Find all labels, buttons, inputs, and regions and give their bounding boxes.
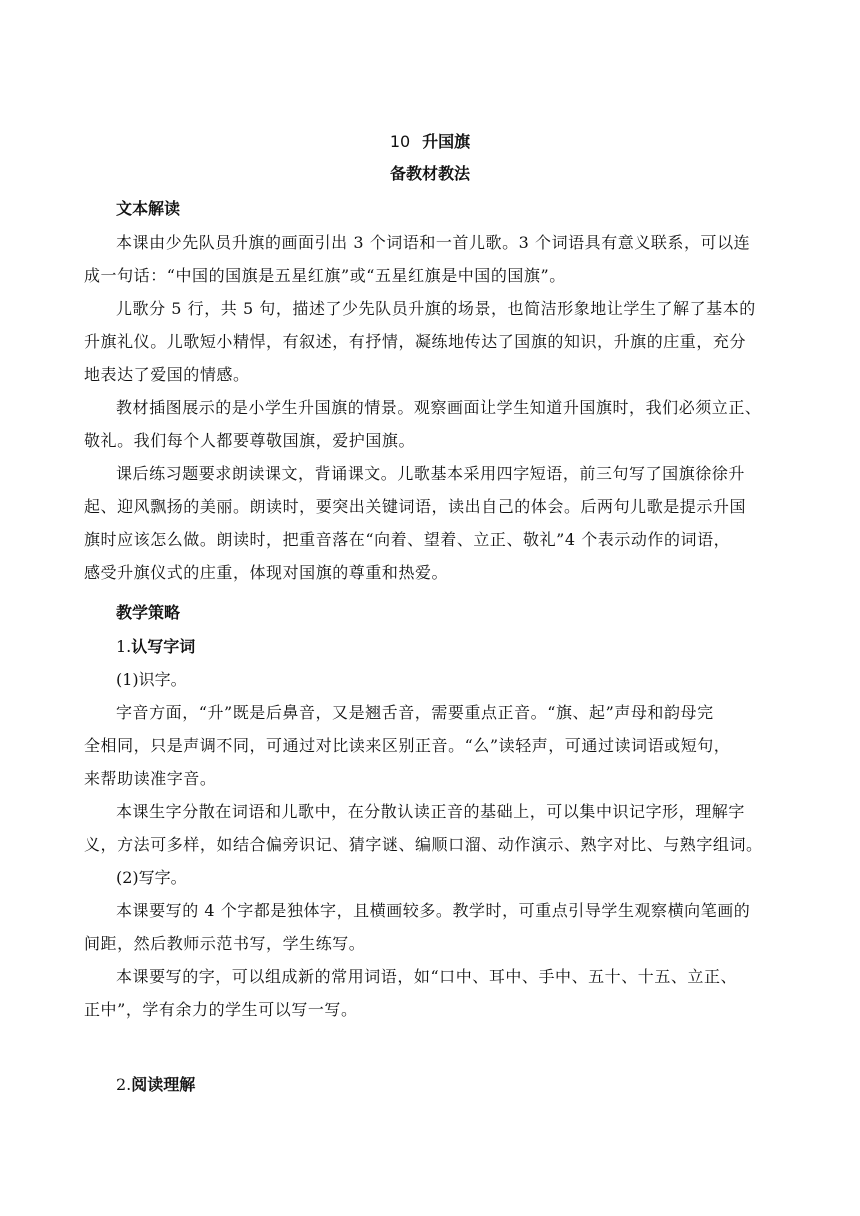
paragraph-line: 敬礼。我们每个人都要尊敬国旗，爱护国旗。 xyxy=(84,431,416,450)
paragraph-line: 义，方法可多样，如结合偏旁识记、猜字谜、编顺口溜、动作演示、熟字对比、与熟字组词。 xyxy=(84,835,763,854)
paragraph-line: 正中”，学有余力的学生可以写一写。 xyxy=(84,1000,358,1019)
lesson-title xyxy=(0,132,860,152)
section-title: 备教材教法 xyxy=(389,164,470,183)
subheading-writing: (2)写字。 xyxy=(116,868,187,887)
paragraph-line: 感受升旗仪式的庄重，体现对国旗的尊重和热爱。 xyxy=(84,563,449,582)
paragraph-line: 来帮助读准字音。 xyxy=(84,769,217,788)
item-1-heading xyxy=(116,637,195,657)
text-reading-heading: 文本解读 xyxy=(116,199,181,218)
paragraph-line: 全相同，只是声调不同，可通过对比读来区别正音。“么”读轻声，可通过读词语或短句， xyxy=(84,736,731,755)
paragraph-line: 起、迎风飘扬的美丽。朗读时，要突出关键词语，读出自己的体会。后两句儿歌是提示升国 xyxy=(84,497,747,516)
item-number: 2. xyxy=(116,1075,132,1094)
strategy-heading: 教学策略 xyxy=(116,603,181,622)
subheading-literacy: (1)识字。 xyxy=(116,670,187,689)
paragraph-line: 升旗礼仪。儿歌短小精悍，有叙述，有抒情，凝练地传达了国旗的知识，升旗的庄重，充分 xyxy=(84,332,747,351)
paragraph-line: 课后练习题要求朗读课文，背诵课文。儿歌基本采用四字短语，前三句写了国旗徐徐升 xyxy=(116,464,745,483)
item-2-heading xyxy=(116,1075,195,1095)
paragraph-line: 本课由少先队员升旗的画面引出 3 个词语和一首儿歌。3 个词语具有意义联系，可以连 xyxy=(116,233,751,252)
paragraph-line: 间距，然后教师示范书写，学生练写。 xyxy=(84,934,366,953)
paragraph-line: 地表达了爱国的情感。 xyxy=(84,365,250,384)
paragraph-line: 本课要写的字，可以组成新的常用词语，如“口中、耳中、手中、五十、十五、立正、 xyxy=(116,967,738,986)
paragraph-line: 教材插图展示的是小学生升国旗的情景。观察画面让学生知道升国旗时，我们必须立正、 xyxy=(116,398,762,417)
paragraph-line: 本课生字分散在词语和儿歌中，在分散认读正音的基础上，可以集中识记字形，理解字 xyxy=(116,802,745,821)
item-label: 阅读理解 xyxy=(131,1075,196,1094)
item-number: 1. xyxy=(116,637,132,656)
item-label: 认写字词 xyxy=(131,637,196,656)
paragraph-line: 本课要写的 4 个字都是独体字，且横画较多。教学时，可重点引导学生观察横向笔画的 xyxy=(116,901,751,920)
paragraph-line: 旗时应该怎么做。朗读时，把重音落在“向着、望着、立正、敬礼”4 个表示动作的词语， xyxy=(84,530,731,549)
lesson-number: 10 xyxy=(389,132,411,151)
paragraph-line: 儿歌分 5 行，共 5 句，描述了少先队员升旗的场景，也简洁形象地让学生了解了基本的 xyxy=(116,299,756,318)
paragraph-line: 字音方面，“升”既是后鼻音，又是翘舌音，需要重点正音。“旗、起”声母和韵母完 xyxy=(116,703,714,722)
lesson-title-text: 升国旗 xyxy=(422,132,471,151)
paragraph-line: 成一句话：“中国的国旗是五星红旗”或“五星红旗是中国的国旗”。 xyxy=(84,266,566,285)
